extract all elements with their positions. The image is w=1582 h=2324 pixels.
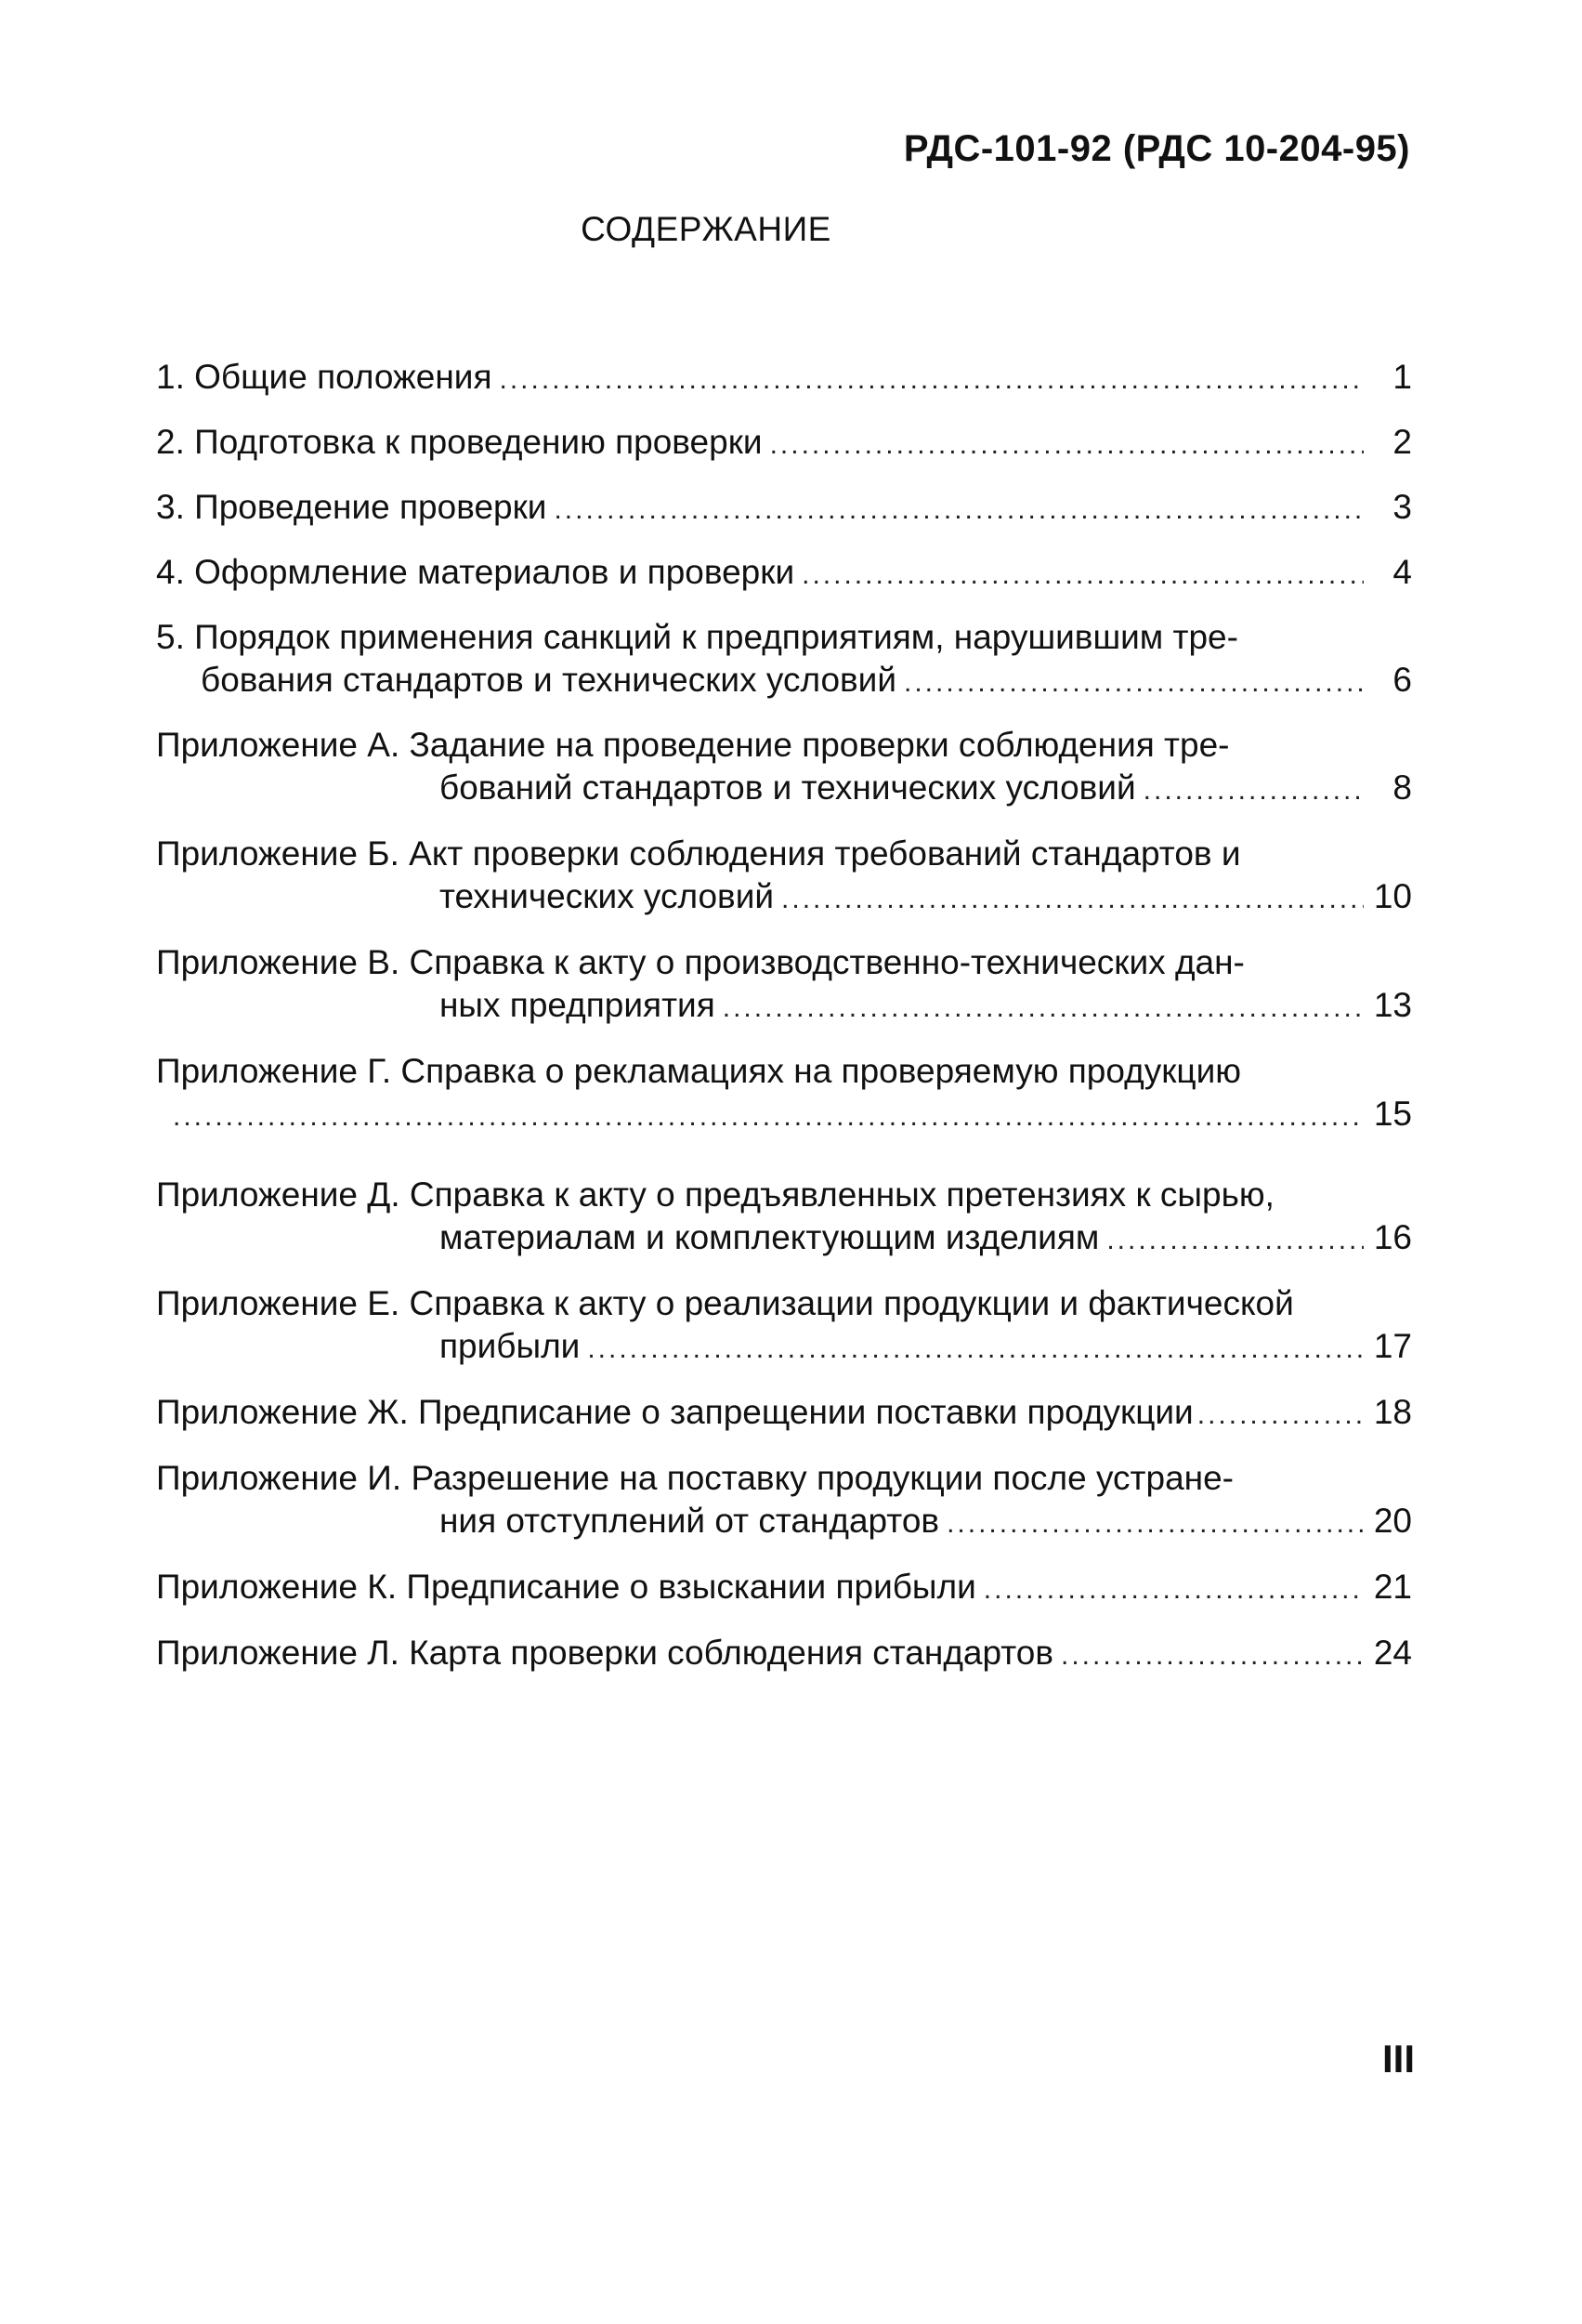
toc-page-number: 24 (1373, 1634, 1412, 1672)
dot-leader (904, 662, 1364, 704)
toc-page-number: 3 (1392, 488, 1412, 526)
toc-entry-title: Приложение К. Предписание о взыскании прибыли (156, 1568, 976, 1606)
toc-entry-appendix-b[interactable] (156, 833, 1412, 921)
dot-leader (984, 1569, 1364, 1611)
toc-page-number: 10 (1373, 877, 1412, 915)
toc-page-number: 13 (1373, 986, 1412, 1024)
toc-entry-4[interactable] (156, 551, 1412, 597)
toc-entry-title: Приложение Е. Справка к акту о реализации продукции и фактической (156, 1284, 1294, 1322)
dot-leader (587, 1328, 1364, 1371)
toc-entry-2[interactable] (156, 421, 1412, 466)
dot-leader (802, 554, 1364, 597)
toc-entry-title: Приложение Л. Карта проверки соблюдения стандартов (156, 1634, 1054, 1672)
toc-page-number: 6 (1392, 661, 1412, 699)
toc-entry-3[interactable] (156, 486, 1412, 532)
toc-entry-title: Приложение Д. Справка к акту о предъявленных претензиях к сырью, (156, 1175, 1275, 1214)
dot-leader (947, 1503, 1364, 1545)
toc-entry-appendix-d[interactable] (156, 1174, 1412, 1262)
toc-entry-title: Приложение В. Справка к акту о производственно-технических дан- (156, 943, 1245, 981)
dot-leader (1106, 1219, 1364, 1262)
table-of-contents (156, 356, 1412, 1698)
toc-page-number: 18 (1373, 1393, 1412, 1431)
toc-entry-title: 5. Порядок применения санкций к предприятиям, нарушившим тре- (156, 618, 1238, 656)
toc-entry-appendix-g[interactable] (156, 1050, 1412, 1138)
toc-entry-title-cont: технических условий (439, 877, 775, 915)
dot-leader (781, 878, 1364, 921)
toc-entry-appendix-k[interactable] (156, 1566, 1412, 1611)
toc-entry-appendix-zh[interactable] (156, 1391, 1412, 1437)
toc-entry-title: Приложение А. Задание на проведение проверки соблюдения тре- (156, 726, 1230, 764)
toc-page-number: 4 (1392, 553, 1412, 591)
dot-leader (554, 489, 1364, 532)
toc-entry-title: 4. Оформление материалов и проверки (156, 553, 795, 591)
toc-entry-title-cont: бований стандартов и технических условий (439, 768, 1136, 807)
dot-leader (1197, 1394, 1364, 1437)
toc-entry-title: 3. Проведение проверки (156, 488, 547, 526)
toc-entry-title-cont: ных предприятия (439, 986, 715, 1024)
dot-leader (173, 1096, 1364, 1138)
toc-page-number: 2 (1392, 423, 1412, 461)
toc-entry-title: Приложение Б. Акт проверки соблюдения требований стандартов и (156, 834, 1241, 873)
toc-entry-title-cont: прибыли (439, 1327, 581, 1365)
dot-leader (1144, 769, 1364, 812)
toc-page-number: 15 (1373, 1095, 1412, 1133)
toc-entry-title-cont: материалам и комплектующим изделиям (439, 1218, 1100, 1256)
toc-title: СОДЕРЖАНИЕ (581, 210, 831, 248)
dot-leader (1061, 1635, 1364, 1677)
toc-page-number: 21 (1373, 1568, 1412, 1606)
toc-page-number: 16 (1373, 1218, 1412, 1256)
toc-entry-appendix-a[interactable] (156, 724, 1412, 812)
dot-leader (770, 424, 1364, 466)
toc-entry-title: 1. Общие положения (156, 358, 492, 396)
toc-page-number: 1 (1392, 358, 1412, 396)
toc-entry-title-cont: бования стандартов и технических условий (201, 661, 897, 699)
toc-entry-appendix-i[interactable] (156, 1457, 1412, 1545)
toc-entry-title: Приложение Ж. Предписание о запрещении поставки продукции (156, 1393, 1194, 1431)
toc-entry-appendix-e[interactable] (156, 1282, 1412, 1371)
toc-entry-title: 2. Подготовка к проведению проверки (156, 423, 763, 461)
toc-entry-title: Приложение И. Разрешение на поставку продукции после устране- (156, 1459, 1234, 1497)
document-code: РДС-101-92 (РДС 10-204-95) (903, 128, 1410, 169)
toc-entry-appendix-v[interactable] (156, 941, 1412, 1030)
toc-entry-title: Приложение Г. Справка о рекламациях на проверяемую продукцию (156, 1052, 1241, 1090)
toc-entry-5[interactable] (156, 616, 1412, 704)
toc-entry-title-cont: ния отступлений от стандартов (439, 1502, 940, 1540)
dot-leader (723, 987, 1364, 1030)
dot-leader (500, 359, 1364, 401)
toc-entry-appendix-l[interactable] (156, 1632, 1412, 1677)
page-number: III (1382, 2037, 1416, 2081)
toc-page-number: 20 (1373, 1502, 1412, 1540)
toc-page-number: 8 (1392, 768, 1412, 807)
toc-entry-1[interactable] (156, 356, 1412, 401)
toc-page-number: 17 (1373, 1327, 1412, 1365)
